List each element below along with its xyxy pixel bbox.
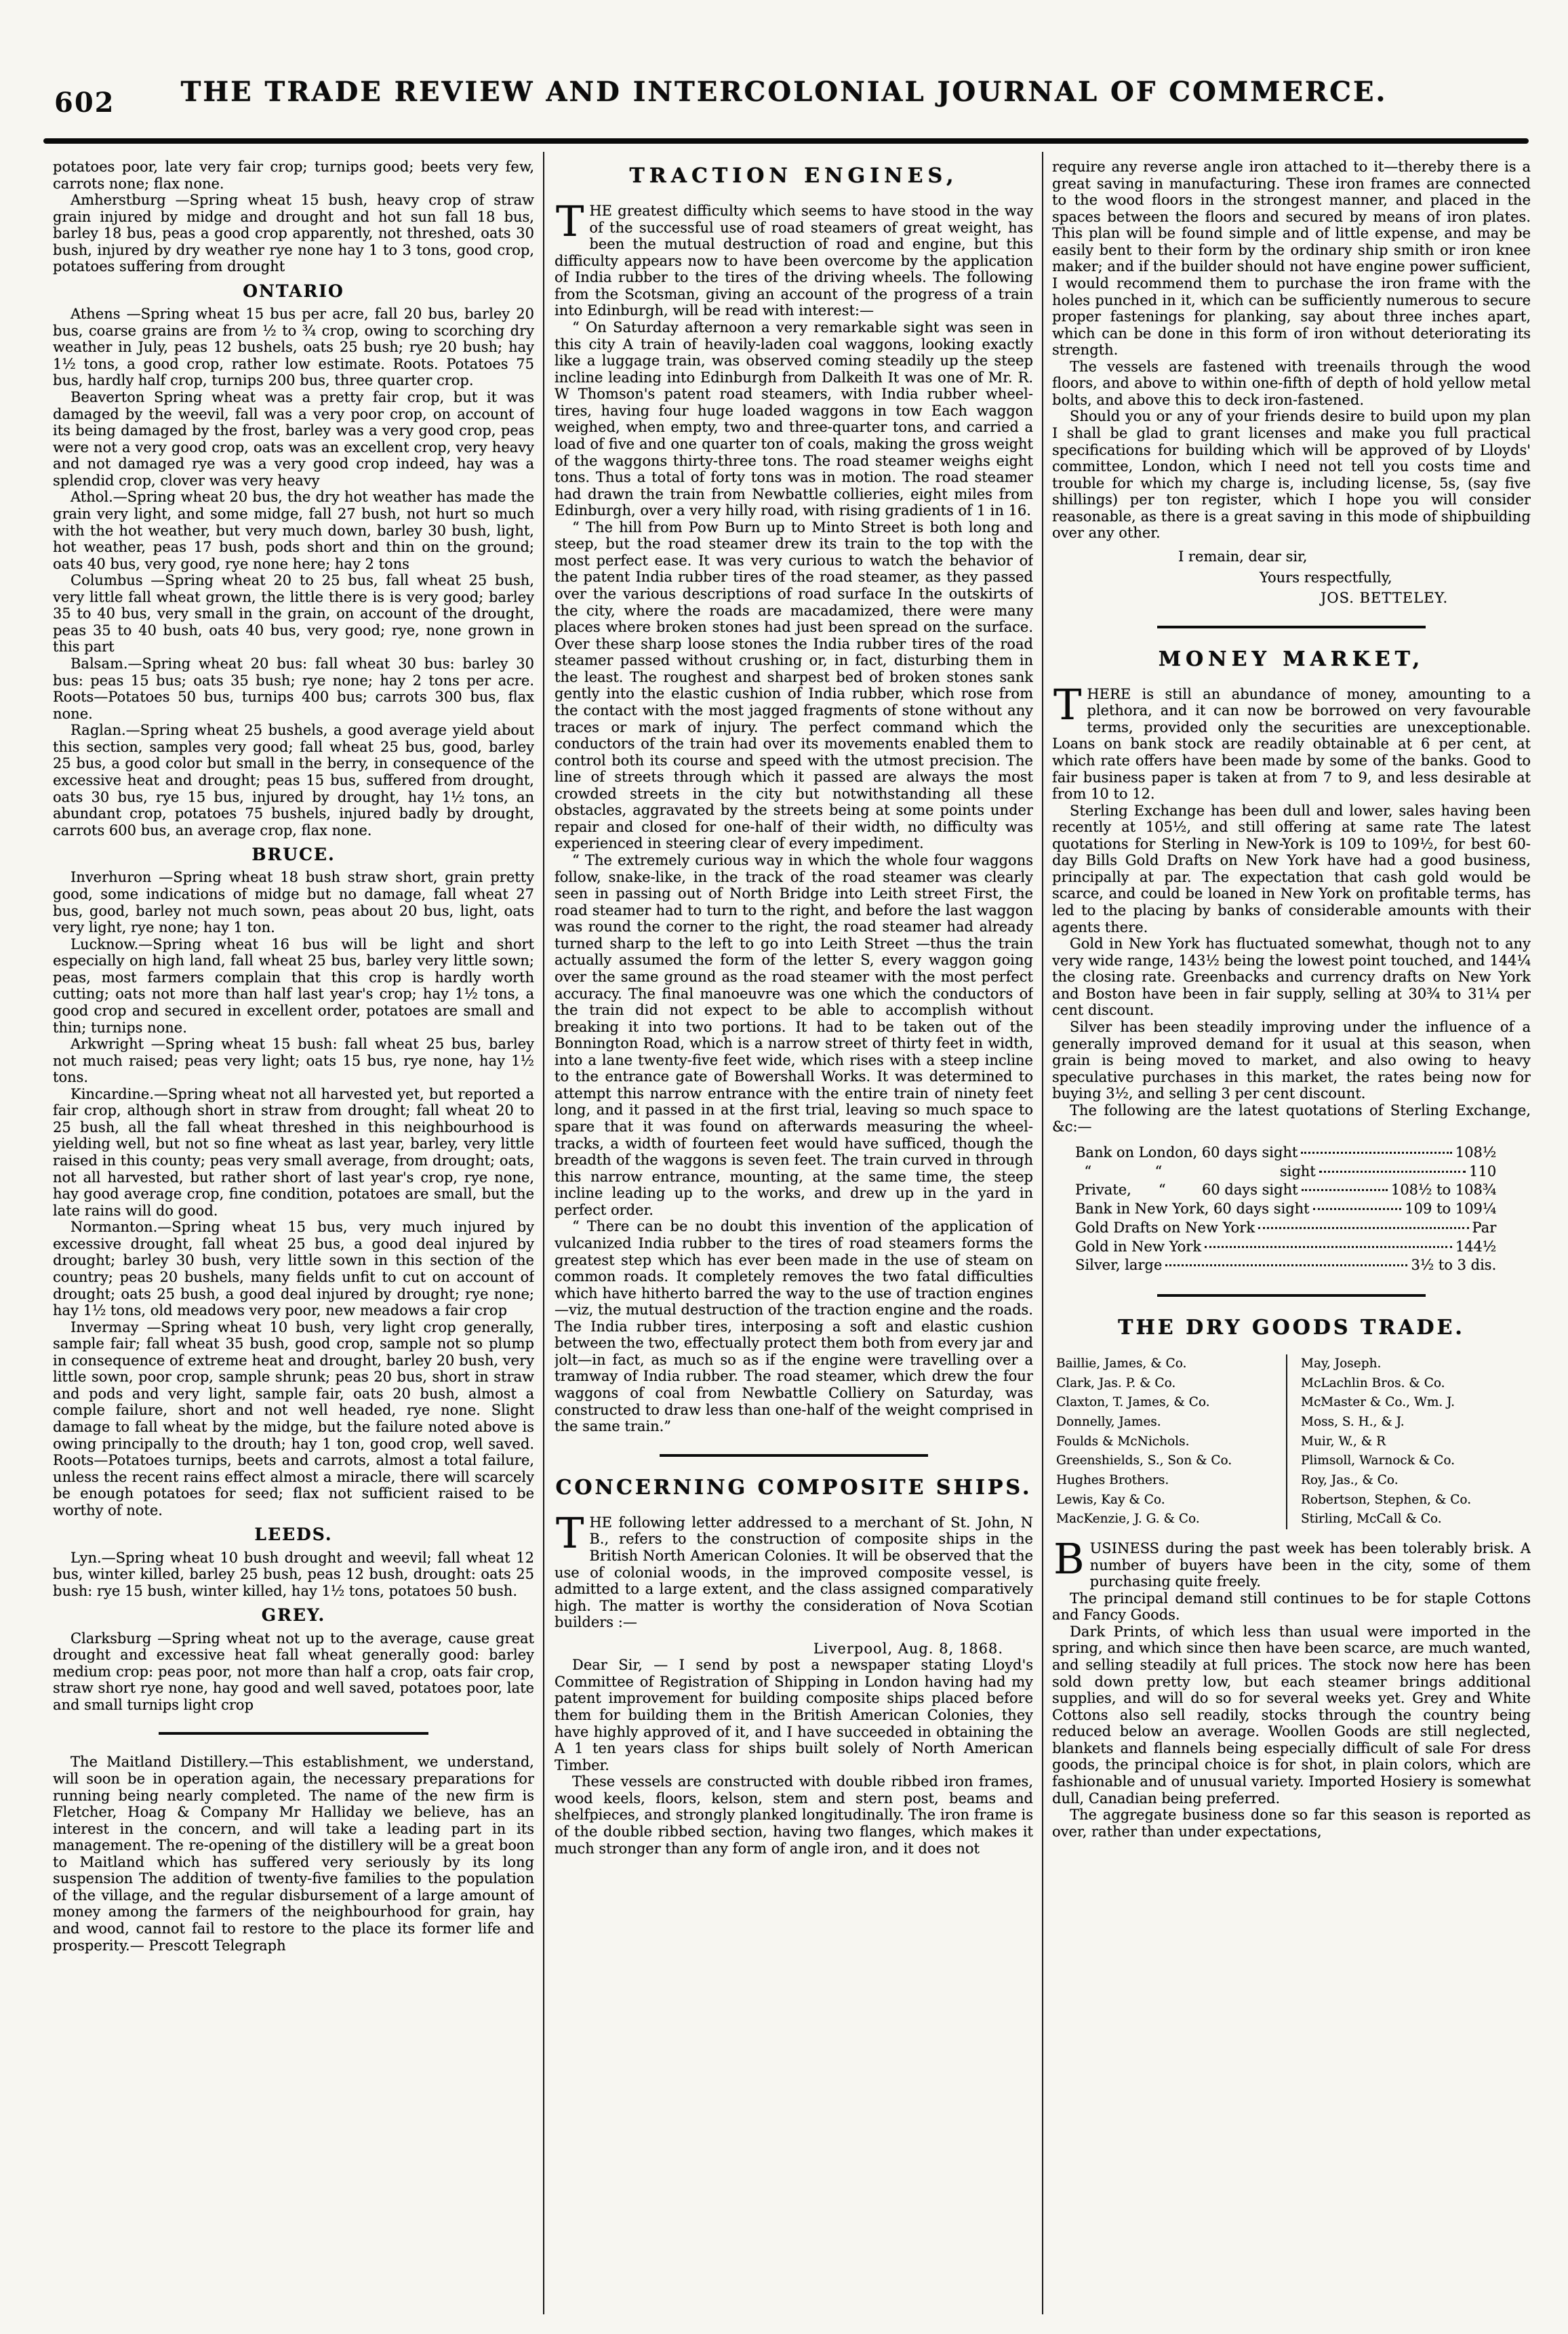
article-paragraph: Athens —Spring wheat 15 bus per acre, fall 20 bus, barley 20 bus, coarse grains are from ½ to ¾ crop, owing to scorching dry weather in July, peas 12 bushels, oats 25 bush; rye 20 bush; hay 1½ tons, a good crop, rather low estimate. Roots. Potatoes 75 bus, hardly half crop, turnips 200 bus, three quarter crop. <box>53 306 534 389</box>
column-divider-right <box>1042 152 1043 2314</box>
quote-value: 109 to 109¼ <box>1405 1201 1497 1218</box>
letter-paragraph: Should you or any of your friends desire to build upon my plan I shall be glad to grant licenses and make you full practical specifications for building which will be approved of by Lloyds' committee, London, which I need not tell you costs time and trouble for which my charge is, including license, 5s, (say five shillings) per ton register, which I hope you will consider reasonable, as there is a great saving in this mode of shipbuilding over any other. <box>1052 408 1531 542</box>
firm-name: Robertson, Stephen, & Co. <box>1301 1492 1472 1507</box>
firm-name: Clark, Jas. P. & Co. <box>1056 1375 1176 1390</box>
quote-value: 3½ to 3 dis. <box>1411 1257 1497 1274</box>
article-paragraph: potatoes poor, late very fair crop; turnips good; beets very few, carrots none; flax none. <box>53 159 534 192</box>
quote-row <box>1075 1181 1496 1200</box>
article-paragraph: Clarksburg —Spring wheat not up to the average, cause great drought and excessive heat fall wheat generally good: barley medium crop: peas poor, not more than half a crop, oats fair crop, straw short rye none, hay good and well saved, potatoes poor, late and small turnips light crop <box>53 1630 534 1713</box>
letter-paragraph: require any reverse angle iron attached to it—thereby there is a great saving in manufacturing. These iron frames are connected to the wood floors in the strongest manner, and placed in the spaces between the floors and secured by means of iron plates. This plan will be found simple and of little expense, and may be easily bent to their form by the ordinary ship smith or iron knee maker; and if the builder should not have engine power sufficient, I would recommend them to purchase the iron frame with the holes punched in it, which can be sufficiently numerous to secure proper fastenings for planking, say about three inches apart, which can be done in this form of iron without deteriorating its strength. <box>1052 159 1531 359</box>
article-paragraph: Balsam.—Spring wheat 20 bus: fall wheat 30 bus: barley 30 bus: peas 15 bus; oats 35 bush; rye none; hay 2 tons per acre. Roots—Potatoes 50 bus, turnips 400 bus; carrots 300 bus, flax none. <box>53 656 534 722</box>
firm-name: Roy, Jas., & Co. <box>1301 1473 1399 1488</box>
article-paragraph: Silver has been steadily improving under the influence of a generally improved demand for it usual at this season, when grain is being moved to market, and also owing to heavy speculative purchases in this market, the rates being now for buying 3½, and selling 3 per cent discount. <box>1052 1018 1531 1102</box>
letter-paragraph: These vessels are constructed with double ribbed iron frames, wood keels, floors, kelson, stem and stern post, beams and shelfpieces, and strongly planked longitudinally. The iron frame is of the double ribbed section, having two flanges, which makes it much stronger than any form of angle iron, and it does not <box>555 1773 1033 1857</box>
firm-name: Claxton, T. James, & Co. <box>1056 1395 1210 1410</box>
quote-value: 110 <box>1469 1163 1497 1180</box>
article-paragraph: Lucknow.—Spring wheat 16 bus will be light and short especially on high land, fall wheat 25 bus, barley very little sown; peas, most farmers complain that this crop is hardly worth cutting; oats not more than half last year's crop; hay 1½ tons, a good crop and secured in excellent order, potatoes are small and thin; turnips none. <box>53 935 534 1036</box>
firm-name: McMaster & Co., Wm. J. <box>1301 1395 1455 1410</box>
dot-leader <box>1301 1152 1451 1154</box>
quote-row <box>1075 1238 1496 1257</box>
firm-name: MacKenzie, J. G. & Co. <box>1056 1512 1200 1527</box>
quote-value: 108½ to 108¾ <box>1390 1182 1497 1199</box>
firm-name: Donnelly, James. <box>1056 1415 1161 1430</box>
column-traction-engines <box>555 159 1033 2321</box>
section-heading-grey: GREY. <box>261 1605 326 1626</box>
firm-name: May, Joseph. <box>1301 1356 1382 1371</box>
article-paragraph: THERE is still an abundance of money, amounting to a plethora, and it can now be borrowed on very favourable terms, provided only the securities are unexceptionable. Loans on bank stock are readily obtainable at 6 per cent, at which rate offers have been made by some of the banks. Good to fair business paper is taken at from 7 to 9, and less desirable at from 10 to 12. <box>1052 679 1531 803</box>
quote-row <box>1075 1200 1496 1219</box>
letter-dateline: Liverpool, Aug. 8, 1868. <box>813 1640 1003 1657</box>
article-paragraph: Columbus —Spring wheat 20 to 25 bus, fall wheat 25 bush, very little fall wheat grown, the little there is is very good; barley 35 to 40 bus, very small in the grain, on account of the drought, peas 35 to 40 bush, oats 40 bus, very good; rye, none grown in this part <box>53 572 534 656</box>
letter-paragraph: The vessels are fastened with treenails through the wood floors, and above to within one-fifth of depth of hold yellow metal bolts, and above this to deck iron-fastened. <box>1052 358 1531 408</box>
dot-leader <box>1205 1246 1452 1248</box>
quote-value: 144½ <box>1455 1238 1497 1255</box>
article-paragraph: Inverhuron —Spring wheat 18 bush straw short, grain pretty good, some indications of midge but no damage, fall wheat 27 bus, good, barley not much sown, peas about 20 bus, light, oats very light, rye none; hay 1 ton. <box>53 869 534 936</box>
section-heading-leeds: LEEDS. <box>254 1525 333 1545</box>
dry-goods-firm-list <box>1052 1354 1531 1529</box>
dot-leader <box>1258 1227 1468 1229</box>
firm-name: Moss, S. H., & J. <box>1301 1415 1405 1430</box>
quote-row <box>1075 1144 1496 1163</box>
article-paragraph: THE following letter addressed to a merchant of St. John, N B., refers to the construction of composite ships in the British North American Colonies. It will be observed that the use of colonial woods, in the improved composite vessel, is admitted to a large extent, and the class assigned comparatively high. The matter is worthy the consideration of Nova Scotian builders :— <box>555 1508 1033 1631</box>
page-number: 602 <box>54 87 115 119</box>
section-rule <box>1157 1294 1425 1297</box>
masthead-rule <box>43 138 1529 144</box>
section-heading-bruce: BRUCE. <box>252 845 336 865</box>
column-money-market <box>1052 159 1531 2321</box>
headline-composite-ships: CONCERNING COMPOSITE SHIPS. <box>555 1475 1032 1500</box>
column-crop-reports <box>53 159 534 2321</box>
article-paragraph: Beaverton Spring wheat was a pretty fair crop, but it was damaged by the weevil, fall was a very poor crop, on account of its being damaged by the frost, barley was a very good crop, peas were not a very good crop, oats was an excellent crop, very heavy and not damaged rye was a very good crop indeed, hay was a splendid crop, clover was very heavy <box>53 389 534 489</box>
letter-closing: I remain, dear sir, <box>1178 548 1308 565</box>
article-paragraph: Raglan.—Spring wheat 25 bushels, a good average yield about this section, samples very good; fall wheat 25 bus, good, barley 25 bus, a good color but small in the berry, in consequence of the excessive heat and drought; peas 15 bus, suffered from drought, oats 30 bus, rye 15 bus, injured by drought, hay 1½ tons, an abundant crop, potatoes 75 bushels, injured badly by drought, carrots 600 bus, an average crop, flax none. <box>53 722 534 839</box>
firm-name: Muir, W., & R <box>1301 1434 1386 1449</box>
headline-money-market: MONEY MARKET, <box>1158 647 1425 671</box>
exchange-quotations-table <box>1075 1144 1496 1275</box>
page-header <box>0 76 1568 130</box>
article-paragraph: Invermay —Spring wheat 10 bush, very light crop generally, sample fair; fall wheat 35 bush, good crop, sample not so plump in consequence of extreme heat and drought, barley 20 bush, very little sown, poor crop, sample shrunk; peas 20 bus, short in straw and pods and very light, sample fair, oats 20 bush, almost a comple failure, short and not well headed, rye none. Slight damage to fall wheat by the midge, but the failure noted above is owing principally to the drouth; hay 1 ton, good crop, well saved. Roots—Potatoes turnips, beets and carrots, almost a total failure, unless the recent rains effect almost a miracle, there will scarcely be enough potatoes for seed; flax not sufficient raised to be worthy of note. <box>53 1319 534 1518</box>
article-paragraph: Lyn.—Spring wheat 10 bush drought and weevil; fall wheat 12 bus, winter killed, barley 25 bush, peas 12 bush, drought: oats 25 bush: rye 15 bush, winter killed, hay 1½ tons, potatoes 50 bush. <box>53 1549 534 1599</box>
article-paragraph: The aggregate business done so far this season is reported as over, rather than under expectations, <box>1052 1807 1531 1840</box>
firm-list-left <box>1052 1354 1286 1529</box>
firm-list-right <box>1286 1354 1531 1529</box>
dot-leader <box>1165 1264 1407 1266</box>
quote-value: 108½ <box>1455 1144 1497 1161</box>
article-paragraph: “ The extremely curious way in which the whole four waggons follow, snake-like, in the track of the road steamer was clearly seen in passing out of North Bridge into Leith street First, the road steamer had to turn to the right, and before the last waggon was round the corner to the right, the road steamer had already turned sharp to the left to go into Leith Street —thus the train actually assumed the form of the letter S, every waggon going over the same ground as the road steamer with the most perfect accuracy. The final manoeuvre was one which the conductors of the train did not expect to be able to accomplish without breaking it into two portions. It had to be taken out of the Bonnington Road, which is a narrow street of thirty feet in width, into a lane twenty-five feet wide, which rises with a steep incline to the entrance gate of Bowershall Works. It was determined to attempt this narrow entrance with the entire train of ninety feet long, and it passed in at the first trial, leaving so much space to spare that it was found on afterwards measuring the wheel-tracks, a width of fourteen feet would have sufficed, though the breadth of the waggons is seven feet. The train curved in through this narrow entrance, mounting, at the same time, the steep incline leading up to the works, and drew up in the yard in perfect order. <box>555 852 1033 1218</box>
article-paragraph: Arkwright —Spring wheat 15 bush: fall wheat 25 bus, barley not much raised; peas very light; oats 15 bus, rye none, hay 1½ tons. <box>53 1036 534 1086</box>
firm-name: Stirling, McCall & Co. <box>1301 1512 1442 1527</box>
quote-label: Gold in New York <box>1075 1238 1202 1255</box>
masthead-title: THE TRADE REVIEW AND INTERCOLONIAL JOURNAL OF COMMERCE. <box>180 76 1388 108</box>
quote-label: Bank on London, 60 days sight <box>1075 1144 1298 1161</box>
column-divider-left <box>543 152 544 2314</box>
article-paragraph: “ The hill from Pow Burn up to Minto Street is both long and steep, but the road steamer drew its train to the top with the most perfect ease. It was very curious to watch the behavior of the patent India rubber tires of the road steamer, as they passed over the various descriptions of road surface In the outskirts of the city, where the roads are macadamized, there were many places where broken stones had just been spread on the surface. Over these sharp loose stones the India rubber tires of the road steamer passed without crushing or, in fact, disturbing them in the least. The roughest and sharpest bed of broken stones sank gently into the elastic cushion of India rubber, which rose from the contact with the most jagged fragments of stone without any traces or mark of injury. The perfect command which the conductors of the train had over its movements enabled them to control both its course and speed with the utmost precision. The line of streets through which it passed are always the most crowded streets in the city but notwithstanding all these obstacles, aggravated by the streets being at some points under repair and closed for one-half of their width, no difficulty was experienced in steering clear of every impediment. <box>555 519 1033 852</box>
quote-row <box>1075 1163 1496 1182</box>
section-heading-ontario: ONTARIO <box>243 281 344 301</box>
section-rule <box>1157 626 1425 628</box>
article-paragraph: “ On Saturday afternoon a very remarkable sight was seen in this city A train of heavily-laden coal waggons, looking exactly like a luggage train, was observed coming steadily up the steep incline leading into Edinburgh from Dalkeith It was one of Mr. R. W Thomson's patent road steamers, with India rubber wheel-tires, having four huge loaded waggons in tow Each waggon weighed, when empty, two and three-quarter tons, and carried a load of five and one quarter ton of coals, making the gross weight of the waggons thirty-three tons. The road steamer weighs eight tons. Thus a total of forty tons was in motion. The road steamer had drawn the train from Newbattle collieries, eight miles from Edinburgh, over a very hilly road, with rising gradients of 1 in 16. <box>555 319 1033 519</box>
article-paragraph: Sterling Exchange has been dull and lower, sales having been recently at 105½, and still offering at same rate The latest quotations for Sterling in New-York is 109 to 109½, for best 60-day Bills Gold Drafts on New York have had a good business, principally at par. The expectation that cash gold would be scarce, and could be loaned in New York on profitable terms, has led to the placing by banks of considerable amounts with their agents there. <box>1052 802 1531 935</box>
article-paragraph: Gold in New York has fluctuated somewhat, though not to any very wide range, 143½ being the lowest point touched, and 144¼ the closing rate. Greenbacks and currency drafts on New York and Boston have been in fair supply, selling at 30¾ to 31¼ per cent discount. <box>1052 935 1531 1019</box>
quote-label: Bank in New York, 60 days sight <box>1075 1201 1310 1218</box>
firm-name: McLachlin Bros. & Co. <box>1301 1375 1445 1390</box>
article-paragraph: The principal demand still continues to be for staple Cottons and Fancy Goods. <box>1052 1590 1531 1624</box>
letter-paragraph: Dear Sir, — I send by post a newspaper stating Lloyd's Committee of Registration of Shipping in London having had my patent improvement for building composite ships placed before them for building them in the British American Colonies, they have highly approved of it, and I have succeeded in obtaining the A 1 ten years class for ships built solely of North American Timber. <box>555 1657 1033 1773</box>
headline-dry-goods-trade: THE DRY GOODS TRADE. <box>1118 1315 1465 1340</box>
quote-row <box>1075 1256 1496 1275</box>
article-paragraph: Normanton.—Spring wheat 15 bus, very much injured by excessive drought, fall wheat 25 bus, a good deal injured by drought; barley 30 bush, very little sown in this section of the country; peas 20 bushels, many fields unfit to cut on account of drought; oats 25 bush, a good deal injured by drought; rye none; hay 1½ tons, old meadows very poor, new meadows a fair crop <box>53 1219 534 1319</box>
firm-name: Greenshields, S., Son & Co. <box>1056 1453 1232 1468</box>
letter-closing: Yours respectfully, <box>1260 569 1392 586</box>
quote-row <box>1075 1219 1496 1238</box>
firm-name: Foulds & McNichols. <box>1056 1434 1190 1449</box>
dot-leader <box>1302 1189 1388 1191</box>
quote-label: Silver, large <box>1075 1257 1163 1274</box>
dot-leader <box>1319 1171 1466 1173</box>
article-paragraph: Amherstburg —Spring wheat 15 bush, heavy crop of straw grain injured by midge and drought and hot sun fall 18 bus, barley 18 bus, peas a good crop apparently, not threshed, oats 30 bush, injured by dry weather rye none hay 1 to 3 tons, good crop, potatoes suffering from drought <box>53 192 534 275</box>
firm-name: Baillie, James, & Co. <box>1056 1356 1187 1371</box>
article-paragraph: “ There can be no doubt this invention of the application of vulcanized India rubber to the tires of road steamers forms the greatest step which has ever been made in the use of steam on common roads. It completely removes the two fatal difficulties which have hitherto barred the way to the use of traction engines —viz, the mutual destruction of the traction engine and the roads. The India rubber tires, interposing a soft and elastic cushion between the two, effectually protect them both from every jar and jolt—in fact, as much so as if the engine were travelling over a tramway of India rubber. The road steamer, which drew the four waggons of coal from Newbattle Colliery on Saturday, was constructed to draw less than one-half of the weight comprised in the same train.” <box>555 1218 1033 1435</box>
article-paragraph: THE greatest difficulty which seems to have stood in the way of the successful use of road steamers of great weight, has been the mutual destruction of road and engine, but this difficulty appears now to have been overcome by the application of India rubber to the tires of the driving wheels. The following from the Scotsman, giving an account of the progress of a train into Edinburgh, will be read with interest:— <box>555 197 1033 319</box>
article-paragraph: The following are the latest quotations of Sterling Exchange, &c:— <box>1052 1102 1531 1135</box>
article-paragraph: The Maitland Distillery.—This establishment, we understand, will soon be in operation again, the necessary preparations for running being nearly completed. The name of the new firm is Fletcher, Hoag & Company Mr Halliday we believe, has an interest in the concern, and will take a leading part in its management. The re-opening of the distillery will be a great boon to Maitland which has suffered very seriously by its long suspension The addition of twenty-five families to the population of the village, and the regular disbursement of a large amount of money among the farmers of the neighbourhood for grain, hay and wood, cannot fail to restore to the place its former life and prosperity.— Prescott Telegraph <box>53 1754 534 1954</box>
quote-label: “ “ sight <box>1075 1163 1316 1180</box>
firm-name: Plimsoll, Warnock & Co. <box>1301 1453 1455 1468</box>
article-paragraph: Kincardine.—Spring wheat not all harvested yet, but reported a fair crop, although short in straw from drought; fall wheat 20 to 25 bush, all the fall wheat threshed in this neighbourhood is yielding well, but not so fine wheat as last year, barley, very little raised in this county; peas very small average, from drought; oats, not all harvested, but rather short of last year's crop, rye none, hay good average crop, fine condition, potatoes are small, but the late rains will do good. <box>53 1085 534 1219</box>
quote-label: Gold Drafts on New York <box>1075 1219 1255 1236</box>
firm-name: Hughes Brothers. <box>1056 1473 1169 1488</box>
letter-signature: JOS. BETTELEY. <box>1321 590 1449 607</box>
article-paragraph: Dark Prints, of which less than usual were imported in the spring, and which since then have been scarce, are much wanted, and selling steadily at full prices. The stock now here has been sold down pretty low, but each steamer brings additional supplies, and will do so for several weeks yet. Grey and White Cottons also sell readily, stocks through the country being reduced below an average. Woollen Goods are still neglected, blankets and flannels being especially difficult of sale For dress goods, the principal choice is for shot, in plain colors, which are fashionable and of unusual variety. Imported Hosiery is somewhat dull, Canadian being preferred. <box>1052 1623 1531 1807</box>
section-rule <box>159 1732 428 1735</box>
headline-traction-engines: TRACTION ENGINES, <box>629 164 959 188</box>
section-rule <box>660 1454 927 1457</box>
article-paragraph: Athol.—Spring wheat 20 bus, the dry hot weather has made the grain very light, and some midge, fall 27 bush, not hurt so much with the hot weather, but very much down, barley 30 bush, light, hot weather, peas 17 bush, pods short and thin on the ground; oats 40 bus, very good, rye none here; hay 2 tons <box>53 489 534 572</box>
article-paragraph: BUSINESS during the past week has been tolerably brisk. A number of buyers have been in the city, some of them purchasing quite freely. <box>1053 1534 1531 1590</box>
quote-label: Private, “ 60 days sight <box>1075 1182 1298 1199</box>
dot-leader <box>1313 1208 1402 1210</box>
firm-name: Lewis, Kay & Co. <box>1056 1492 1165 1507</box>
quote-value: Par <box>1472 1219 1497 1236</box>
